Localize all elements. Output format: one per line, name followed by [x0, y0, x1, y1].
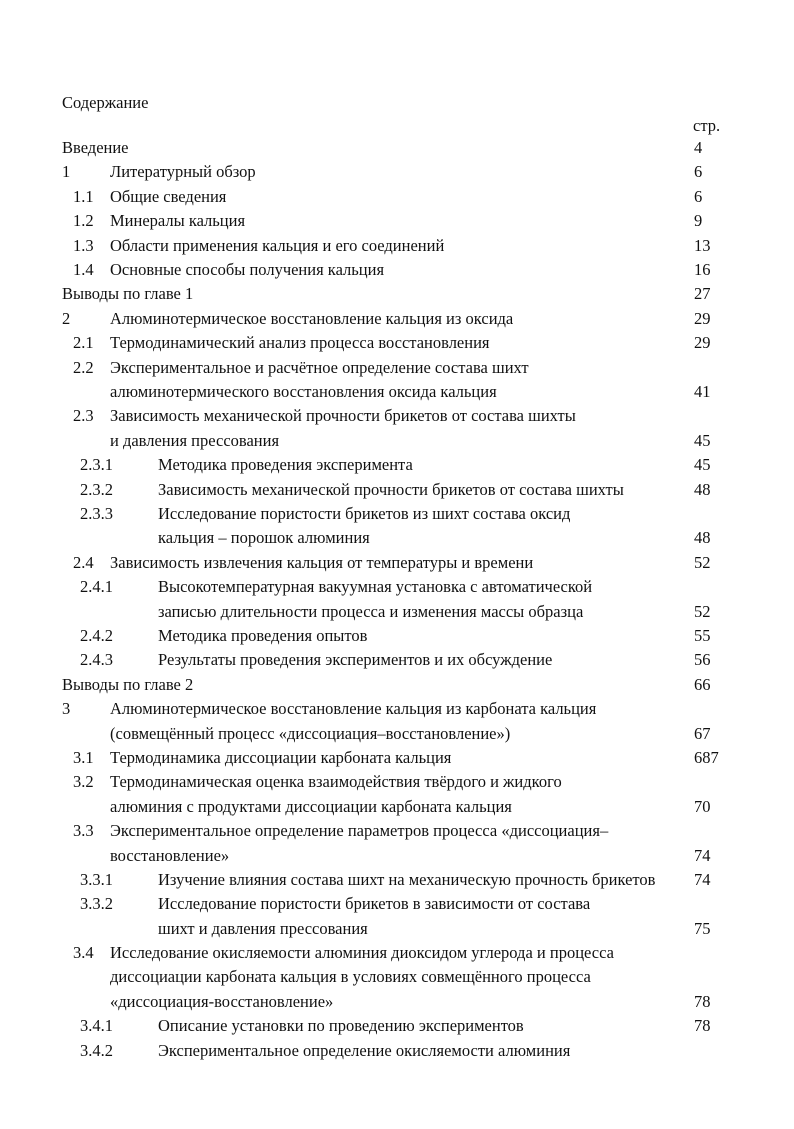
entry-text: Алюминотермическое восстановление кальция из карбоната кальция — [110, 699, 597, 718]
entry-page: 75 — [694, 919, 711, 938]
entry-number: 3 — [62, 699, 71, 718]
entry-number: 2.4 — [73, 553, 94, 572]
entry-number: 2 — [62, 309, 71, 328]
toc-entry-3 — [0, 701, 794, 725]
entry-text: Минералы кальция — [110, 211, 246, 230]
toc-entry-2-3-1 — [0, 457, 794, 481]
entry-text: Области применения кальция и его соединений — [110, 236, 445, 255]
entry-page: 16 — [694, 260, 711, 279]
entry-text: Термодинамический анализ процесса восстановления — [110, 333, 490, 352]
entry-number: 3.3.1 — [80, 870, 113, 889]
entry-text: алюминотермического восстановления оксида кальция — [110, 382, 497, 401]
entry-number: 3.2 — [73, 772, 94, 791]
toc-entry-1-3 — [0, 238, 794, 262]
entry-text: Изучение влияния состава шихт на механическую прочность брикетов — [158, 870, 656, 889]
toc-entry-3-3-1 — [0, 872, 794, 896]
toc-entry-2-4-3 — [0, 652, 794, 676]
entry-text: Исследование пористости брикетов из шихт состава оксид — [158, 504, 571, 523]
toc-entry-3-2 — [0, 774, 794, 798]
entry-page: 6 — [694, 187, 703, 206]
entry-number: 2.4.1 — [80, 577, 113, 596]
page-column-label: стр. — [693, 116, 721, 135]
entry-number: 2.2 — [73, 358, 94, 377]
entry-number: 1.1 — [73, 187, 94, 206]
entry-page: 48 — [694, 480, 711, 499]
toc-entry-1 — [0, 164, 794, 188]
toc-entry-3-4 — [0, 945, 794, 969]
entry-text: Зависимость извлечения кальция от температуры и времени — [110, 553, 534, 572]
entry-number: 2.4.3 — [80, 650, 113, 669]
entry-page: 6 — [694, 162, 703, 181]
entry-text: и давления прессования — [110, 431, 280, 450]
entry-text: Зависимость механической прочности брикетов от состава шихты — [110, 406, 576, 425]
toc-entry-3-3-2 — [0, 896, 794, 920]
entry-page: 13 — [694, 236, 711, 255]
entry-number: 1 — [62, 162, 71, 181]
entry-number: 3.4 — [73, 943, 94, 962]
entry-number: 2.4.2 — [80, 626, 113, 645]
entry-text: Экспериментальное определение окисляемости алюминия — [158, 1041, 571, 1060]
entry-number: 1.3 — [73, 236, 94, 255]
entry-text: Литературный обзор — [110, 162, 256, 181]
entry-text: Экспериментальное определение параметров процесса «диссоциация– — [110, 821, 609, 840]
entry-text: Термодинамика диссоциации карбоната кальция — [110, 748, 452, 767]
entry-text: восстановление» — [110, 846, 230, 865]
entry-page: 52 — [694, 553, 711, 572]
entry-text: Результаты проведения экспериментов и их обсуждение — [158, 650, 553, 669]
toc-entry-2-3-3-cont — [0, 530, 794, 554]
entry-text: Алюминотермическое восстановление кальция из оксида — [110, 309, 514, 328]
entry-text: шихт и давления прессования — [158, 919, 368, 938]
entry-number: 3.4.1 — [80, 1016, 113, 1035]
toc-entry-3-3 — [0, 823, 794, 847]
entry-text: Экспериментальное и расчётное определение состава шихт — [110, 358, 529, 377]
toc-entry-3-4-cont-2 — [0, 994, 794, 1018]
toc-entry-3-3-2-cont — [0, 921, 794, 945]
entry-number: 3.3 — [73, 821, 94, 840]
toc-entry-3-4-cont — [0, 969, 794, 993]
entry-page: 9 — [694, 211, 703, 230]
entry-page: 687 — [694, 748, 719, 767]
entry-page: 27 — [694, 284, 711, 303]
entry-number: 1.2 — [73, 211, 94, 230]
toc-entry-2-4-1 — [0, 579, 794, 603]
entry-text: Общие сведения — [110, 187, 227, 206]
entry-number: 2.3.2 — [80, 480, 113, 499]
entry-text: Выводы по главе 1 — [62, 284, 194, 303]
toc-entry-2-4 — [0, 555, 794, 579]
toc-entry-3-2-cont — [0, 799, 794, 823]
toc-entry-1-4 — [0, 262, 794, 286]
toc-entry-conclusions-1 — [0, 286, 794, 310]
toc-entry-2-3 — [0, 408, 794, 432]
entry-page: 70 — [694, 797, 711, 816]
toc-entry-intro — [0, 140, 794, 164]
toc-entry-1-1 — [0, 189, 794, 213]
entry-number: 3.1 — [73, 748, 94, 767]
entry-text: Методика проведения опытов — [158, 626, 368, 645]
entry-text: диссоциации карбоната кальция в условиях совмещённого процесса — [110, 967, 591, 986]
entry-text: Термодинамическая оценка взаимодействия твёрдого и жидкого — [110, 772, 562, 791]
entry-page: 45 — [694, 455, 711, 474]
entry-text: Исследование окисляемости алюминия диоксидом углерода и процесса — [110, 943, 614, 962]
entry-page: 41 — [694, 382, 711, 401]
entry-number: 1.4 — [73, 260, 94, 279]
entry-number: 2.3.1 — [80, 455, 113, 474]
toc-entry-2-3-3 — [0, 506, 794, 530]
toc-entry-2-1 — [0, 335, 794, 359]
entry-page: 29 — [694, 309, 711, 328]
toc-entry-2-4-1-cont — [0, 604, 794, 628]
entry-number: 3.3.2 — [80, 894, 113, 913]
entry-page: 56 — [694, 650, 711, 669]
entry-page: 74 — [694, 846, 711, 865]
entry-text: кальция – порошок алюминия — [158, 528, 370, 547]
entry-text: записью длительности процесса и изменения массы образца — [158, 602, 584, 621]
toc-heading: Содержание — [62, 93, 149, 112]
entry-text: Выводы по главе 2 — [62, 675, 194, 694]
entry-number: 2.1 — [73, 333, 94, 352]
toc-entry-3-4-1 — [0, 1018, 794, 1042]
toc-entry-3-cont — [0, 726, 794, 750]
entry-page: 67 — [694, 724, 711, 743]
entry-page: 74 — [694, 870, 711, 889]
entry-text: Исследование пористости брикетов в зависимости от состава — [158, 894, 591, 913]
toc-entry-1-2 — [0, 213, 794, 237]
entry-page: 48 — [694, 528, 711, 547]
toc-entry-3-1 — [0, 750, 794, 774]
entry-text: «диссоциация-восстановление» — [110, 992, 334, 1011]
toc-entry-2-2 — [0, 360, 794, 384]
entry-text: (совмещённый процесс «диссоциация–восстановление») — [110, 724, 511, 743]
entry-page: 52 — [694, 602, 711, 621]
entry-number: 2.3.3 — [80, 504, 113, 523]
entry-page: 45 — [694, 431, 711, 450]
entry-text: Описание установки по проведению экспериментов — [158, 1016, 524, 1035]
entry-text: Основные способы получения кальция — [110, 260, 385, 279]
entry-page: 4 — [694, 138, 703, 157]
entry-text: Введение — [62, 138, 129, 157]
toc-entry-2-3-cont — [0, 433, 794, 457]
entry-text: Высокотемпературная вакуумная установка с автоматической — [158, 577, 593, 596]
entry-page: 66 — [694, 675, 711, 694]
toc-entry-3-3-cont — [0, 848, 794, 872]
toc-entry-2 — [0, 311, 794, 335]
toc-entry-3-4-2 — [0, 1043, 794, 1067]
entry-text: алюминия с продуктами диссоциации карбоната кальция — [110, 797, 512, 816]
toc-entry-conclusions-2 — [0, 677, 794, 701]
entry-page: 29 — [694, 333, 711, 352]
entry-text: Зависимость механической прочности брикетов от состава шихты — [158, 480, 624, 499]
entry-page: 78 — [694, 992, 711, 1011]
entry-text: Методика проведения эксперимента — [158, 455, 413, 474]
entry-page: 55 — [694, 626, 711, 645]
entry-number: 3.4.2 — [80, 1041, 113, 1060]
toc-entry-2-3-2 — [0, 482, 794, 506]
toc-entry-2-2-cont — [0, 384, 794, 408]
toc-entry-2-4-2 — [0, 628, 794, 652]
entry-page: 78 — [694, 1016, 711, 1035]
entry-number: 2.3 — [73, 406, 94, 425]
